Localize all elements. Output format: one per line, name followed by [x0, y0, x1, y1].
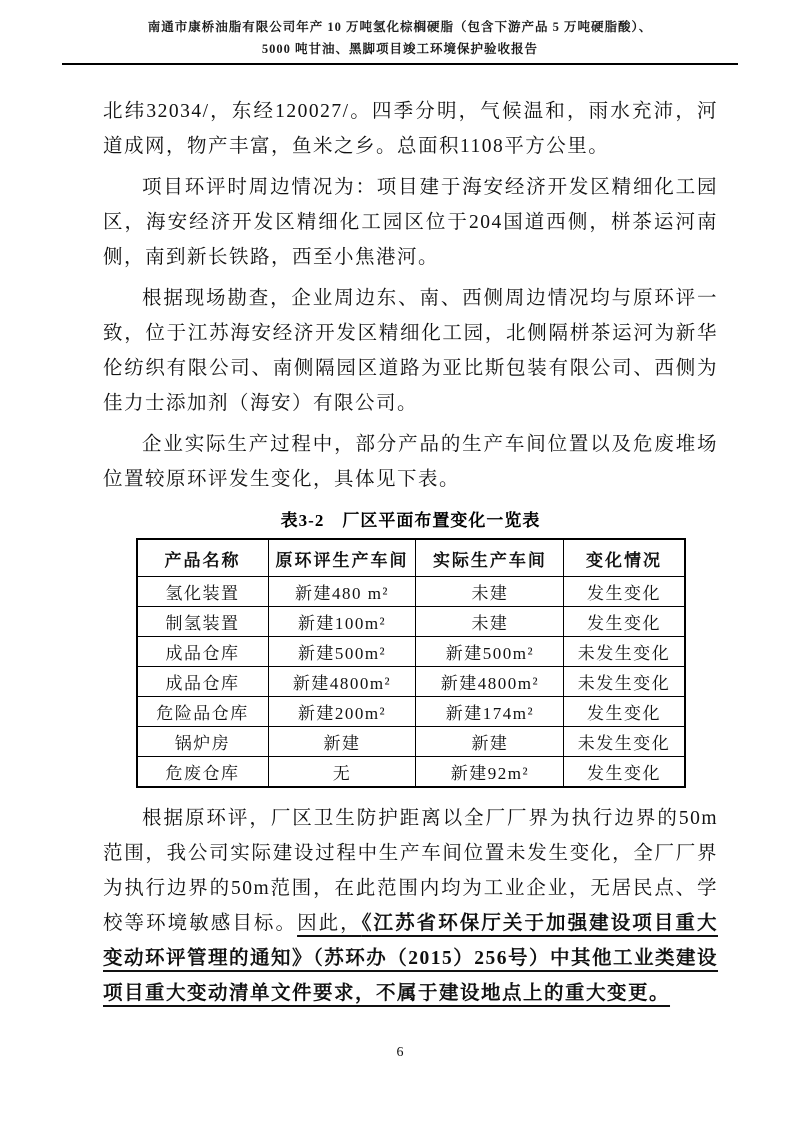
paragraph-production-change: 企业实际生产过程中，部分产品的生产车间位置以及危废堆场位置较原环评发生变化，具体见下表。 — [103, 434, 718, 490]
header-divider — [62, 63, 738, 65]
table-cell: 危废仓库 — [137, 757, 269, 788]
paragraph-eia-surroundings: 项目环评时周边情况为：项目建于海安经济开发区精细化工园区，海安经济开发区精细化工园区位于204国道西侧，栟茶运河南侧，南到新长铁路，西至小焦港河。 — [103, 177, 718, 268]
table-cell: 未发生变化 — [564, 667, 685, 697]
table-cell: 新建4800m² — [268, 667, 416, 697]
table-cell: 新建 — [416, 727, 564, 757]
table-cell: 新建 — [268, 727, 416, 757]
table-row — [137, 757, 685, 788]
table-cell: 氢化装置 — [137, 577, 269, 607]
table-cell: 发生变化 — [564, 757, 685, 788]
table-cell: 制氢装置 — [137, 607, 269, 637]
conclusion-text-segment: 因此， — [297, 913, 362, 934]
table-body — [137, 577, 685, 788]
table-cell: 成品仓库 — [137, 667, 269, 697]
table-cell: 新建100m² — [268, 607, 416, 637]
layout-change-table — [136, 538, 686, 788]
paragraph-conclusion — [103, 801, 718, 1011]
table-cell: 新建4800m² — [416, 667, 564, 697]
page-number: 6 — [396, 1045, 404, 1060]
table-cell: 发生变化 — [564, 577, 685, 607]
table-cell: 新建174m² — [416, 697, 564, 727]
table-row — [137, 637, 685, 667]
table-row — [137, 667, 685, 697]
paragraph-site-survey: 根据现场勘查，企业周边东、南、西侧周边情况均与原环评一致，位于江苏海安经济开发区精细化工园，北侧隔栟茶运河为新华伦纺织有限公司、南侧隔园区道路为亚比斯包装有限公司、西侧为佳力士添加剂（海安）有限公司。 — [103, 288, 718, 414]
table-cell: 成品仓库 — [137, 637, 269, 667]
paragraph-geography: 北纬32034/，东经120027/。四季分明，气候温和，雨水充沛，河道成网，物产丰富，鱼米之乡。总面积1108平方公里。 — [103, 101, 718, 157]
table-header-original-eia-workshop: 原环评生产车间 — [268, 539, 416, 577]
table-header-product-name: 产品名称 — [137, 539, 269, 577]
table-cell: 新建500m² — [416, 637, 564, 667]
table-cell: 新建200m² — [268, 697, 416, 727]
table-cell: 未发生变化 — [564, 637, 685, 667]
table-caption: 表3-2 厂区平面布置变化一览表 — [280, 511, 541, 530]
header-title-line1: 南通市康桥油脂有限公司年产 10 万吨氢化棕榈硬脂（包含下游产品 5 万吨硬脂酸）、 — [147, 20, 653, 34]
table-cell: 未发生变化 — [564, 727, 685, 757]
table-cell: 未建 — [416, 577, 564, 607]
table-row — [137, 607, 685, 637]
table-row — [137, 727, 685, 757]
table-cell: 新建500m² — [268, 637, 416, 667]
table-cell: 发生变化 — [564, 697, 685, 727]
table-row — [137, 697, 685, 727]
table-header-row — [137, 539, 685, 577]
table-cell: 发生变化 — [564, 607, 685, 637]
table-cell: 无 — [268, 757, 416, 788]
table-cell: 锅炉房 — [137, 727, 269, 757]
table-header-actual-workshop: 实际生产车间 — [416, 539, 564, 577]
header-title-line2: 5000 吨甘油、黑脚项目竣工环境保护验收报告 — [261, 42, 539, 56]
table-header-change-status: 变化情况 — [564, 539, 685, 577]
conclusion-text-segment: 根据原环评，厂区卫生防护距离以全厂厂界为执行边界的50m范围，我公司实际建设过程中生产车间位置未发生变化，全厂厂界为执行边界的50m范围，在此范围内均为工业企业，无居民点、学校等环境敏感目标。 — [103, 808, 718, 934]
table-row — [137, 577, 685, 607]
table-cell: 新建480 m² — [268, 577, 416, 607]
document-body — [103, 94, 718, 1011]
document-header — [0, 0, 800, 60]
conclusion-text-segment: 《江苏省环保厅关于加强建设项目重大变动环评管理的通知》（苏环办（2015）256号）中其他工业类建设项目重大变动清单文件要求，不属于建设地点上的重大变更。 — [103, 913, 719, 1004]
table-cell: 未建 — [416, 607, 564, 637]
table-cell: 新建92m² — [416, 757, 564, 788]
table-cell: 危险品仓库 — [137, 697, 269, 727]
